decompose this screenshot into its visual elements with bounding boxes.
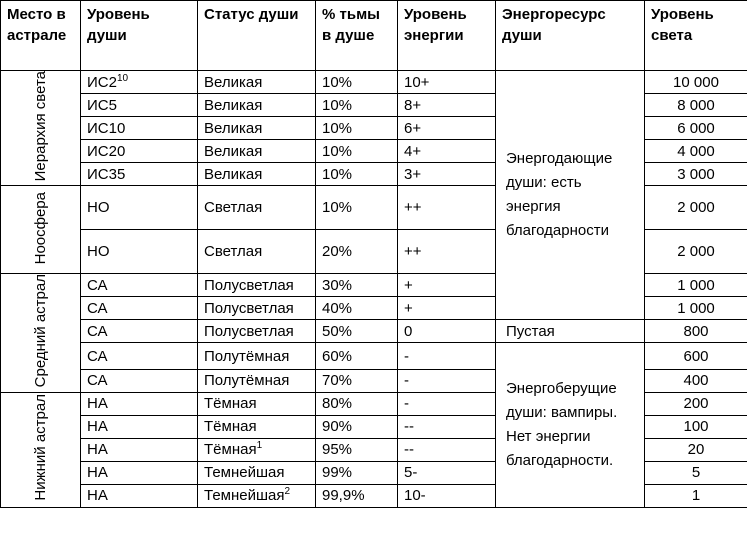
table-row [1,343,747,369]
cell-energy: 4+ [398,140,496,163]
cell-darkness: 10% [316,186,398,230]
cell-light: 1 [645,484,747,507]
cell-level: СА [81,343,198,369]
cell-status: Великая [198,94,316,117]
cell-darkness: 95% [316,438,398,461]
header-darkness: % тьмы в душе [316,1,398,71]
cell-light: 3 000 [645,163,747,186]
cell-light: 1 000 [645,274,747,297]
cell-energy: + [398,297,496,320]
cell-status: Полусветлая [198,274,316,297]
header-light-level: Уровень света [645,1,747,71]
cell-darkness: 20% [316,230,398,274]
cell-darkness: 90% [316,415,398,438]
cell-status: Полутёмная [198,369,316,392]
header-energy-resource: Энергоресурс души [496,1,645,71]
cell-darkness: 40% [316,297,398,320]
energy-resource-taking: Энергоберущие души: вампиры. Нет энергии благодарности. [496,343,645,507]
cell-light: 5 [645,461,747,484]
cell-status: Полусветлая [198,320,316,343]
cell-light: 10 000 [645,71,747,94]
table-row [1,71,747,94]
cell-energy: 5- [398,461,496,484]
cell-level: ИС20 [81,140,198,163]
cell-energy: - [398,392,496,415]
cell-light: 1 000 [645,297,747,320]
cell-energy: ++ [398,230,496,274]
cell-status: Великая [198,71,316,94]
cell-energy: 0 [398,320,496,343]
header-energy-level: Уровень энергии [398,1,496,71]
cell-level: НА [81,415,198,438]
group-middle: Средний астрал [1,274,81,392]
group-lower: Нижний астрал [1,392,81,507]
cell-energy: - [398,369,496,392]
cell-status: Полутёмная [198,343,316,369]
header-row [1,1,747,71]
cell-energy: 10- [398,484,496,507]
cell-darkness: 10% [316,71,398,94]
cell-energy: 6+ [398,117,496,140]
cell-level: ИС35 [81,163,198,186]
header-soul-level: Уровень души [81,1,198,71]
cell-status: Великая [198,117,316,140]
cell-energy: - [398,343,496,369]
cell-darkness: 50% [316,320,398,343]
cell-status: Светлая [198,230,316,274]
cell-level: НА [81,392,198,415]
cell-light: 2 000 [645,186,747,230]
cell-status: Темнейшая$^2$ [198,484,316,507]
cell-darkness: 30% [316,274,398,297]
cell-darkness: 99% [316,461,398,484]
cell-light: 800 [645,320,747,343]
cell-status: Великая [198,140,316,163]
cell-darkness: 80% [316,392,398,415]
cell-level: СА [81,297,198,320]
cell-status: Полусветлая [198,297,316,320]
cell-level: НА [81,438,198,461]
cell-light: 100 [645,415,747,438]
cell-status: Темнейшая [198,461,316,484]
cell-energy: -- [398,438,496,461]
cell-level: НО [81,230,198,274]
cell-darkness: 10% [316,94,398,117]
cell-light: 600 [645,343,747,369]
table-row [1,320,747,343]
cell-energy: + [398,274,496,297]
cell-light: 6 000 [645,117,747,140]
header-place: Место в астрале [1,1,81,71]
energy-resource-giving: Энергодающие души: есть энергия благодарности [496,71,645,320]
cell-status: Тёмная$^1$ [198,438,316,461]
cell-level: ИС10 [81,117,198,140]
cell-darkness: 10% [316,163,398,186]
cell-light: 20 [645,438,747,461]
cell-light: 2 000 [645,230,747,274]
group-noosphere: Ноосфера [1,186,81,274]
cell-energy: ++ [398,186,496,230]
cell-level: ИС5 [81,94,198,117]
cell-status: Светлая [198,186,316,230]
group-hierarchy: Иерархия света [1,71,81,186]
cell-status: Великая [198,163,316,186]
cell-darkness: 99,9% [316,484,398,507]
cell-light: 400 [645,369,747,392]
cell-level: НА [81,461,198,484]
cell-energy: -- [398,415,496,438]
cell-light: 4 000 [645,140,747,163]
cell-darkness: 10% [316,140,398,163]
cell-level: НО [81,186,198,230]
cell-darkness: 10% [316,117,398,140]
cell-energy: 8+ [398,94,496,117]
cell-status: Тёмная [198,415,316,438]
cell-status: Тёмная [198,392,316,415]
cell-level: СА [81,274,198,297]
cell-darkness: 70% [316,369,398,392]
cell-energy: 10+ [398,71,496,94]
energy-resource-empty: Пустая [496,320,645,343]
cell-darkness: 60% [316,343,398,369]
cell-level: СА [81,369,198,392]
cell-level: СА [81,320,198,343]
cell-light: 8 000 [645,94,747,117]
cell-level: НА [81,484,198,507]
cell-level: $ИС2^{10}$ [81,71,198,94]
cell-energy: 3+ [398,163,496,186]
header-soul-status: Статус души [198,1,316,71]
cell-light: 200 [645,392,747,415]
